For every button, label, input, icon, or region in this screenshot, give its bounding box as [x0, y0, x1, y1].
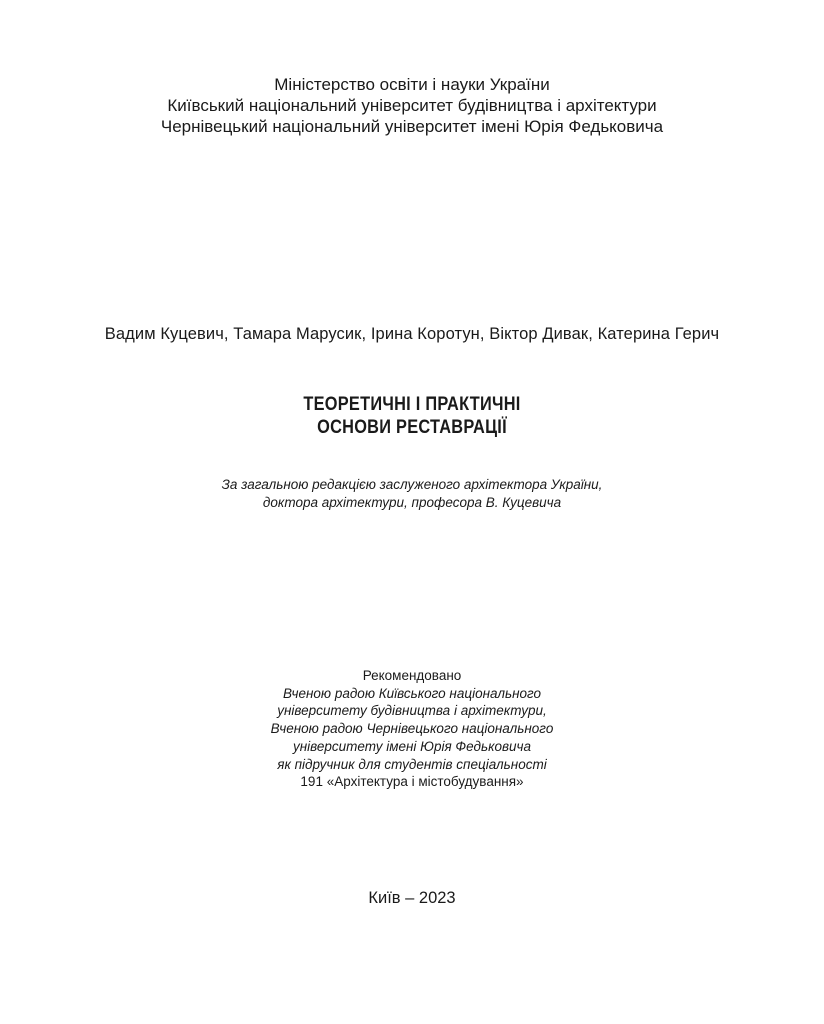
institution-chernivtsi-university: Чернівецький національний університет імені Юрія Федьковича — [160, 117, 664, 136]
recommendation-line-2: університету будівництва і архітектури, — [277, 703, 547, 719]
recommendation-block — [0, 667, 824, 791]
recommendation-line-6: 191 «Архітектура і містобудування» — [300, 774, 524, 790]
editor-note — [0, 476, 824, 512]
book-title — [58, 393, 767, 439]
institution-ministry: Міністерство освіти і науки України — [274, 75, 550, 94]
editor-note-line-2: доктора архітектури, професора В. Куцевича — [262, 495, 562, 510]
book-title-line-1: ТЕОРЕТИЧНІ І ПРАКТИЧНІ — [303, 394, 521, 415]
institutions-block — [0, 74, 824, 137]
institution-kyiv-university: Київський національний університет будівництва і архітектури — [167, 96, 657, 115]
recommendation-line-5: як підручник для студентів спеціальності — [277, 756, 547, 772]
authors-line: Вадим Куцевич, Тамара Марусик, Ірина Коротун, Віктор Дивак, Катерина Герич — [104, 325, 720, 343]
book-title-line-2: ОСНОВИ РЕСТАВРАЦІЇ — [317, 417, 507, 438]
editor-note-line-1: За загальною редакцією заслуженого архітектора України, — [221, 477, 603, 492]
city-year: Київ – 2023 — [368, 889, 456, 907]
recommendation-line-1: Вченою радою Київського національного — [282, 685, 542, 701]
recommendation-line-4: університету імені Юрія Федьковича — [292, 738, 532, 754]
recommendation-line-3: Вченою радою Чернівецького національного — [270, 721, 554, 737]
recommendation-heading: Рекомендовано — [362, 668, 462, 683]
